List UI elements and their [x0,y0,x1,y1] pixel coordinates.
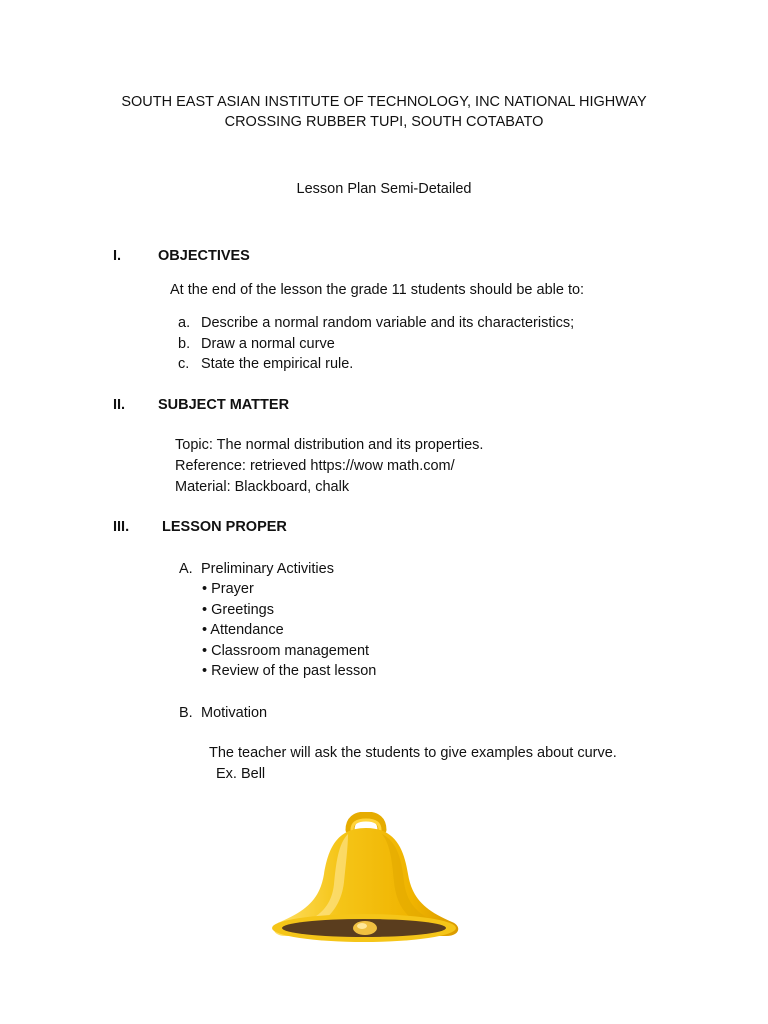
school-header-line1: SOUTH EAST ASIAN INSTITUTE OF TECHNOLOGY, INC NATIONAL HIGHWAY [121,94,647,110]
section-heading-subject-matter: SUBJECT MATTER [158,397,290,413]
objective-marker: c. [178,356,190,372]
section-numeral-lesson-proper: III. [113,519,130,535]
preliminary-bullet: • Greetings [202,602,274,618]
section-numeral-subject-matter: II. [113,397,126,413]
document-title: Lesson Plan Semi-Detailed [296,181,472,197]
section-numeral-objectives: I. [113,248,122,264]
objective-marker: b. [178,336,191,352]
preliminary-bullet: • Attendance [202,622,284,638]
preliminary-title: Preliminary Activities [201,561,334,577]
motivation-marker: B. [179,705,193,721]
school-header-line2: CROSSING RUBBER TUPI, SOUTH COTABATO [224,114,544,130]
objectives-intro: At the end of the lesson the grade 11 students should be able to: [170,282,585,298]
section-heading-objectives: OBJECTIVES [158,248,250,264]
bell-icon [266,812,462,950]
preliminary-marker: A. [179,561,193,577]
objective-item: State the empirical rule. [201,356,354,372]
objective-item: Draw a normal curve [201,336,335,352]
subject-reference: Reference: retrieved https://wow math.com/ [175,458,455,474]
motivation-example: Ex. Bell [216,766,266,782]
motivation-title: Motivation [201,705,268,721]
objective-item: Describe a normal random variable and its characteristics; [201,315,575,331]
subject-material: Material: Blackboard, chalk [175,479,350,495]
section-heading-lesson-proper: LESSON PROPER [162,519,287,535]
preliminary-bullet: • Review of the past lesson [202,663,377,679]
subject-topic: Topic: The normal distribution and its properties. [175,437,484,453]
objective-marker: a. [178,315,191,331]
motivation-text: The teacher will ask the students to give examples about curve. [209,745,617,761]
preliminary-bullet: • Classroom management [202,643,370,659]
preliminary-bullet: • Prayer [202,581,254,597]
